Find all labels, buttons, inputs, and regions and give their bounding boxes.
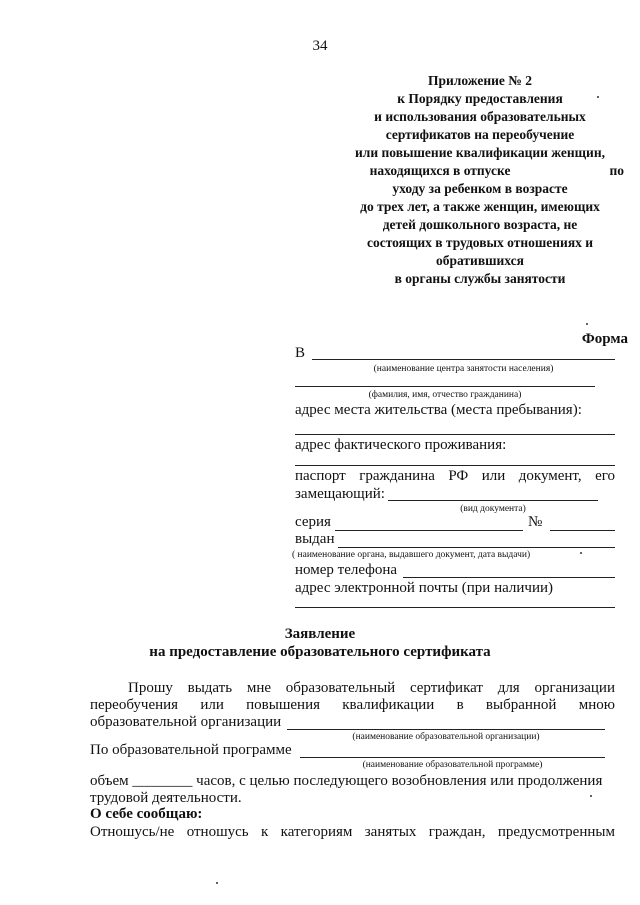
word: предусмотренным: [497, 824, 615, 840]
full-name-line[interactable]: [295, 386, 595, 387]
word: сертификат: [409, 680, 483, 696]
series-line[interactable]: [335, 530, 523, 531]
number-line[interactable]: [550, 530, 615, 531]
appendix-line: сертификатов на переобучение: [385, 127, 575, 142]
full-name-caption: (фамилия, имя, отчество гражданина): [368, 390, 522, 400]
word: категориям: [280, 824, 353, 840]
program-caption: (наименование образовательной программе): [362, 760, 543, 770]
appendix-line: уходу за ребенком в возрасте: [392, 181, 568, 196]
volume-label: объем: [90, 773, 129, 789]
para1-line-1: [128, 680, 615, 697]
appendix-line: до трех лет, а также женщин, имеющих: [360, 199, 600, 214]
word: к: [260, 824, 269, 840]
residence-address-label: адрес места жительства (места пребывания):: [295, 402, 582, 418]
series-label: серия: [295, 514, 331, 530]
word: или: [200, 697, 224, 713]
to-prefix: В: [295, 345, 306, 361]
word: переобучения: [90, 697, 179, 713]
appendix-line: Приложение № 2: [428, 73, 532, 88]
document-type-line[interactable]: [388, 500, 598, 501]
appendix-line: к Порядку предоставления: [397, 91, 563, 106]
word: или: [481, 468, 506, 484]
word: Прошу: [128, 680, 173, 696]
word: выбранной: [485, 697, 557, 713]
actual-address-line[interactable]: [295, 465, 615, 466]
education-org-caption: (наименование образовательной организации): [352, 732, 540, 742]
appendix-line: по: [609, 163, 624, 178]
word: выдать: [187, 680, 233, 696]
employment-center-line[interactable]: [312, 359, 615, 360]
word: занятых: [364, 824, 417, 840]
residence-address-line[interactable]: [295, 434, 615, 435]
statement-subtitle: на предоставление образовательного сертификата: [149, 644, 491, 660]
email-label: адрес электронной почты (при наличии): [295, 580, 553, 596]
volume-line: [90, 773, 602, 790]
issued-caption: ( наименование органа, выдавшего документ, дата выдачи): [292, 550, 531, 560]
scan-speck: [586, 323, 588, 325]
passport-line-1: [295, 468, 615, 485]
email-line[interactable]: [295, 607, 615, 608]
scan-speck: [597, 96, 599, 98]
phone-label: номер телефона: [295, 562, 398, 578]
scan-speck: [216, 882, 218, 884]
about-heading: О себе сообщаю:: [90, 806, 203, 822]
word: Отношусь/не: [90, 824, 175, 840]
word: паспорт: [295, 468, 346, 484]
para1-line-2: [90, 697, 615, 714]
volume-rest: часов, с целью последующего возобновления или продолжения: [196, 773, 603, 789]
scan-speck: [580, 552, 582, 554]
education-org-line[interactable]: [287, 729, 605, 730]
employment-center-caption: (наименование центра занятости населения): [373, 364, 554, 374]
word: организации: [534, 680, 615, 696]
about-line: [90, 824, 615, 841]
word: повышения: [246, 697, 320, 713]
appendix-line: в органы службы занятости: [394, 271, 566, 286]
appendix-line: состоящих в трудовых отношениях и: [366, 235, 594, 250]
para1-line-3: образовательной организации: [90, 714, 282, 730]
word: квалификации: [342, 697, 435, 713]
word: РФ: [448, 468, 469, 484]
volume-line-2: трудовой деятельности.: [90, 790, 242, 806]
program-label: По образовательной программе: [90, 742, 292, 758]
appendix-line: и использования образовательных: [374, 109, 586, 124]
word: его: [595, 468, 615, 484]
issued-line[interactable]: [338, 547, 615, 548]
form-label: Форма: [581, 331, 628, 347]
appendix-line: находящихся в отпуске: [369, 163, 511, 178]
document-type-caption: (вид документа): [460, 504, 526, 514]
word: в: [456, 697, 464, 713]
appendix-line: или повышение квалификации женщин,: [355, 145, 605, 160]
word: мне: [246, 680, 272, 696]
word: граждан,: [428, 824, 486, 840]
number-label: №: [528, 514, 543, 530]
passport-line-2: замещающий:: [295, 486, 385, 502]
phone-line[interactable]: [403, 577, 615, 578]
statement-title: Заявление: [284, 626, 356, 642]
scan-speck: [590, 795, 592, 797]
program-line[interactable]: [300, 757, 605, 758]
appendix-header: [330, 72, 630, 288]
appendix-line-split: [330, 162, 630, 180]
word: образовательный: [285, 680, 396, 696]
word: гражданина: [359, 468, 435, 484]
volume-blank[interactable]: ________: [132, 773, 193, 789]
word: мною: [578, 697, 615, 713]
word: документ,: [518, 468, 582, 484]
word: для: [497, 680, 520, 696]
appendix-line: обратившихся: [436, 253, 524, 268]
issued-label: выдан: [295, 531, 335, 547]
actual-address-label: адрес фактического проживания:: [295, 437, 507, 453]
page-number: 34: [312, 38, 328, 54]
appendix-line: детей дошкольного возраста, не: [382, 217, 578, 232]
word: отношусь: [186, 824, 249, 840]
